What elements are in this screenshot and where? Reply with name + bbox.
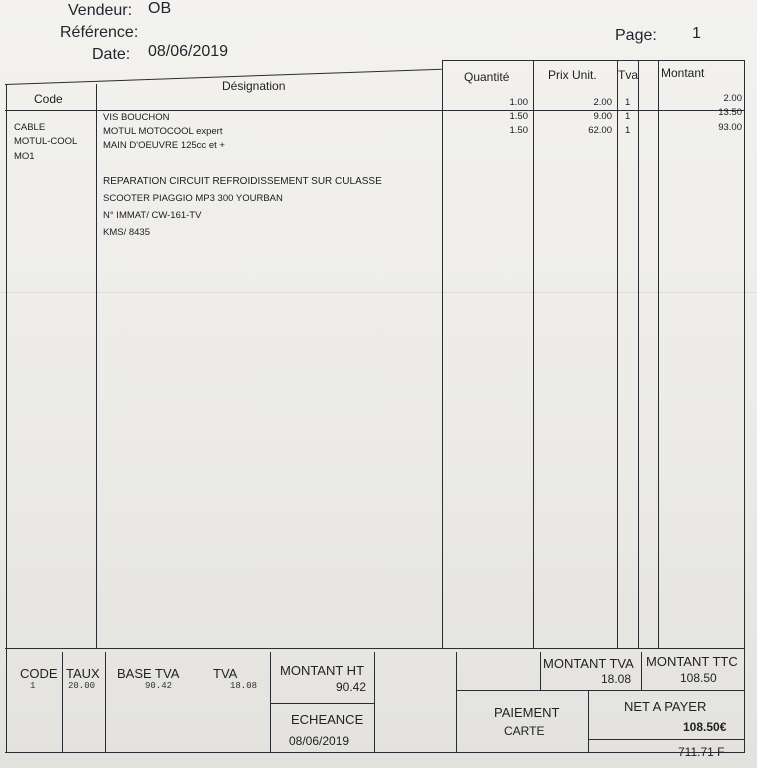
row-quantity: 1.00 bbox=[509, 97, 528, 108]
frame-right bbox=[744, 60, 745, 752]
page-number: 1 bbox=[692, 25, 701, 42]
footer-tva-value: 18.08 bbox=[230, 681, 258, 691]
footer-taux-label: TAUX bbox=[66, 666, 100, 681]
footer-montant-ttc-value: 108.50 bbox=[680, 671, 717, 685]
footer-mid-rule-left bbox=[270, 703, 374, 704]
col-header-tva: Tva bbox=[618, 68, 639, 82]
vehicle-note: SCOOTER PIAGGIO MP3 300 YOURBAN bbox=[103, 193, 283, 204]
row-designation: MAIN D'OEUVRE 125cc et + bbox=[103, 140, 225, 151]
footer-mid-rule-right bbox=[456, 690, 744, 691]
footer-divider-taux bbox=[105, 652, 106, 752]
row-code: MO1 bbox=[14, 151, 35, 162]
col-header-montant: Montant bbox=[661, 66, 705, 80]
row-unit-price: 62.00 bbox=[588, 125, 612, 136]
col-divider-designation bbox=[442, 60, 443, 648]
footer-montant-tva-value: 18.08 bbox=[601, 672, 632, 686]
footer-taux-value: 20.00 bbox=[68, 681, 96, 691]
footer-net-value: 108.50€ bbox=[683, 720, 727, 734]
footer-base-tva-value: 90.42 bbox=[145, 681, 173, 691]
footer-code-value: 1 bbox=[30, 681, 36, 691]
col-divider-code bbox=[96, 84, 97, 648]
footer-francs-value: 711.71 F bbox=[678, 745, 725, 759]
footer-tva-label: TVA bbox=[213, 666, 238, 681]
col-divider-montant bbox=[658, 60, 659, 648]
col-header-code: Code bbox=[34, 92, 63, 106]
footer-divider-ht bbox=[374, 652, 375, 752]
footer-paiement-label: PAIEMENT bbox=[494, 705, 560, 720]
footer-divider-code bbox=[62, 652, 63, 752]
footer-divider-ttc bbox=[641, 652, 642, 690]
footer-divider-blank bbox=[456, 652, 457, 752]
reference-label: Référence: bbox=[60, 24, 139, 41]
footer-divider-tva bbox=[270, 652, 271, 752]
footer-montant-ht-value: 90.42 bbox=[336, 680, 367, 694]
col-header-prix-unit: Prix Unit. bbox=[548, 68, 597, 82]
date-label: Date: bbox=[92, 46, 131, 63]
footer-montant-ttc-label: MONTANT TTC bbox=[646, 654, 738, 669]
row-quantity: 1.50 bbox=[509, 111, 528, 122]
row-amount: 93.00 bbox=[718, 122, 742, 133]
repair-note: REPARATION CIRCUIT REFROIDISSEMENT SUR CULASSE bbox=[103, 176, 382, 187]
footer-montant-ht-label: MONTANT HT bbox=[280, 663, 365, 678]
row-tva-code: 1 bbox=[625, 111, 631, 122]
footer-divider-paiement bbox=[588, 690, 589, 752]
footer-net-label: NET A PAYER bbox=[624, 699, 707, 714]
row-designation: MOTUL MOTOCOOL expert bbox=[103, 126, 223, 137]
row-amount: 2.00 bbox=[723, 93, 742, 104]
footer-echeance-value: 08/06/2019 bbox=[289, 734, 350, 748]
row-tva-code: 1 bbox=[625, 97, 631, 108]
footer-paiement-value: CARTE bbox=[504, 724, 545, 738]
row-code: MOTUL-COOL bbox=[14, 136, 78, 147]
registration-note: N° IMMAT/ CW-161-TV bbox=[103, 210, 202, 221]
vendeur-value: OB bbox=[148, 0, 172, 17]
row-unit-price: 9.00 bbox=[593, 111, 612, 122]
table-top-border-right bbox=[442, 60, 744, 61]
col-divider-prix bbox=[617, 60, 618, 648]
paper-fold bbox=[0, 292, 757, 293]
vendeur-label: Vendeur: bbox=[68, 2, 133, 19]
table-bottom-rule bbox=[5, 648, 745, 649]
mileage-note: KMS/ 8435 bbox=[103, 227, 150, 238]
row-unit-price: 2.00 bbox=[593, 97, 612, 108]
footer-base-tva-label: BASE TVA bbox=[117, 666, 180, 681]
row-designation: VIS BOUCHON bbox=[103, 112, 170, 123]
row-code: CABLE bbox=[14, 122, 46, 133]
col-divider-tva bbox=[638, 60, 639, 648]
footer-echeance-label: ECHEANCE bbox=[291, 712, 364, 727]
date-value: 08/06/2019 bbox=[148, 43, 229, 60]
row-amount: 13.50 bbox=[718, 107, 742, 118]
footer-code-label: CODE bbox=[20, 666, 58, 681]
row-quantity: 1.50 bbox=[509, 125, 528, 136]
footer-montant-tva-label: MONTANT TVA bbox=[543, 656, 634, 671]
page-label: Page: bbox=[615, 27, 657, 44]
col-divider-quantite bbox=[533, 60, 534, 648]
col-header-quantite: Quantité bbox=[464, 70, 510, 84]
net-rule bbox=[588, 739, 745, 740]
footer-bottom-rule bbox=[5, 752, 745, 753]
footer-divider-montant-tva bbox=[540, 652, 541, 690]
row-tva-code: 1 bbox=[625, 125, 631, 136]
col-header-designation: Désignation bbox=[222, 79, 286, 93]
frame-left bbox=[6, 84, 7, 752]
